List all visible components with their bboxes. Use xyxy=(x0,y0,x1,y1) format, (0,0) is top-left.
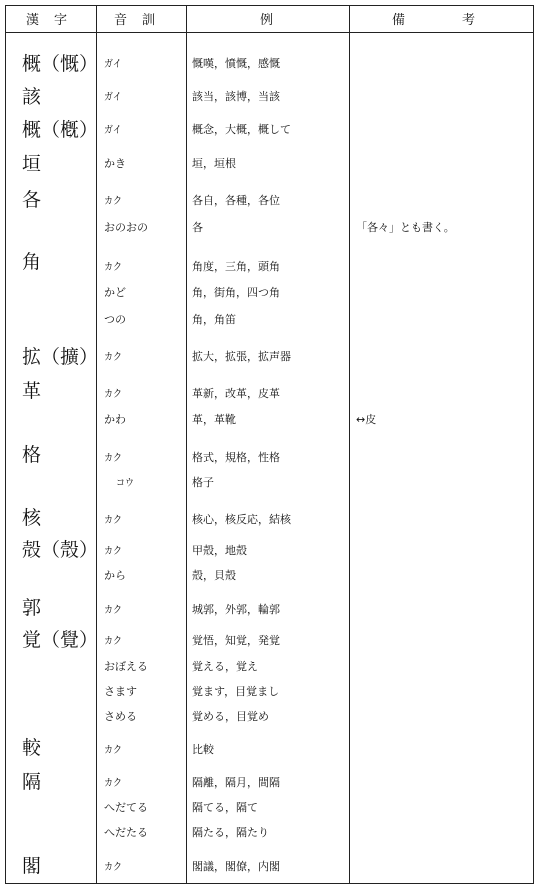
kanji-cell: 較 xyxy=(22,737,42,759)
reading-cell: へだたる xyxy=(104,826,148,839)
reading-cell: さめる xyxy=(104,710,137,723)
reading-cell: コウ xyxy=(116,478,134,489)
example-cell: 概念，大概，概して xyxy=(192,123,291,136)
example-cell: 閣議，閣僚，内閣 xyxy=(192,860,280,873)
example-cell: 覚ます，目覚まし xyxy=(192,685,280,698)
reading-cell: カク xyxy=(104,546,122,557)
example-cell: 格式，規格，性格 xyxy=(192,451,280,464)
kanji-cell: 殻（殼） xyxy=(22,539,99,561)
kanji-cell: 隔 xyxy=(22,771,42,793)
reading-cell: から xyxy=(104,569,126,582)
header-examples: 例 xyxy=(260,13,275,28)
example-cell: 各自，各種，各位 xyxy=(192,194,280,207)
reading-cell: かわ xyxy=(104,413,126,426)
reading-cell: へだてる xyxy=(104,801,148,814)
kanji-cell: 核 xyxy=(22,507,42,529)
note-cell: 「各々」とも書く。 xyxy=(356,221,455,234)
kanji-cell: 拡（擴） xyxy=(22,346,99,368)
reading-cell: かき xyxy=(104,157,126,170)
kanji-cell: 垣 xyxy=(22,153,42,175)
example-cell: 覚める，目覚め xyxy=(192,710,269,723)
example-cell: 角度，三角，頭角 xyxy=(192,260,280,273)
kanji-cell: 格 xyxy=(22,444,42,466)
column-divider xyxy=(349,5,350,884)
reading-cell: カク xyxy=(104,352,122,363)
example-cell: 覚える，覚え xyxy=(192,660,258,673)
kanji-cell: 角 xyxy=(22,251,42,273)
column-divider xyxy=(186,5,187,884)
example-cell: 隔離，隔月，間隔 xyxy=(192,776,280,789)
kanji-cell: 閣 xyxy=(22,855,42,877)
kanji-cell: 各 xyxy=(22,189,42,211)
header-divider xyxy=(5,32,534,33)
example-cell: 垣，垣根 xyxy=(192,157,236,170)
example-cell: 殻，貝殻 xyxy=(192,569,236,582)
example-cell: 角，街角，四つ角 xyxy=(192,286,280,299)
example-cell: 隔てる，隔て xyxy=(192,801,258,814)
example-cell: 各 xyxy=(192,221,203,234)
example-cell: 格子 xyxy=(192,476,214,489)
reading-cell: つの xyxy=(104,313,126,326)
example-cell: 甲殻，地殻 xyxy=(192,544,247,557)
example-cell: 核心，核反応，結核 xyxy=(192,513,291,526)
reading-cell: カク xyxy=(104,389,122,400)
example-cell: 隔たる，隔たり xyxy=(192,826,269,839)
reading-cell: ガイ xyxy=(104,59,122,70)
example-cell: 該当，該博，当該 xyxy=(192,90,280,103)
reading-cell: おぼえる xyxy=(104,660,148,673)
example-cell: 拡大，拡張，拡声器 xyxy=(192,350,291,363)
example-cell: 慨嘆，憤慨，感慨 xyxy=(192,57,280,70)
note-cell: ↔皮 xyxy=(356,413,377,426)
reading-cell: おのおの xyxy=(104,221,148,234)
header-onkun: 音 訓 xyxy=(114,13,157,28)
reading-cell: ガイ xyxy=(104,92,122,103)
kanji-cell: 覚（覺） xyxy=(22,629,99,651)
reading-cell: カク xyxy=(104,862,122,873)
reading-cell: カク xyxy=(104,745,122,756)
reading-cell: かど xyxy=(104,286,126,299)
reading-cell: カク xyxy=(104,196,122,207)
kanji-cell: 革 xyxy=(22,380,42,402)
example-cell: 角，角笛 xyxy=(192,313,236,326)
reading-cell: カク xyxy=(104,778,122,789)
reading-cell: カク xyxy=(104,636,122,647)
example-cell: 革新，改革，皮革 xyxy=(192,387,280,400)
example-cell: 革，革靴 xyxy=(192,413,236,426)
reading-cell: カク xyxy=(104,605,122,616)
reading-cell: カク xyxy=(104,262,122,273)
kanji-cell: 郭 xyxy=(22,597,42,619)
example-cell: 覚悟，知覚，発覚 xyxy=(192,634,280,647)
reading-cell: カク xyxy=(104,515,122,526)
reading-cell: さます xyxy=(104,685,137,698)
example-cell: 比較 xyxy=(192,743,214,756)
header-notes: 備 考 xyxy=(392,13,477,28)
kanji-cell: 概（槪） xyxy=(22,119,99,141)
kanji-cell: 該 xyxy=(22,86,42,108)
example-cell: 城郭，外郭，輪郭 xyxy=(192,603,280,616)
kanji-cell: 概（慨） xyxy=(22,53,99,75)
reading-cell: カク xyxy=(104,453,122,464)
header-kanji: 漢 字 xyxy=(26,13,69,28)
reading-cell: ガイ xyxy=(104,125,122,136)
